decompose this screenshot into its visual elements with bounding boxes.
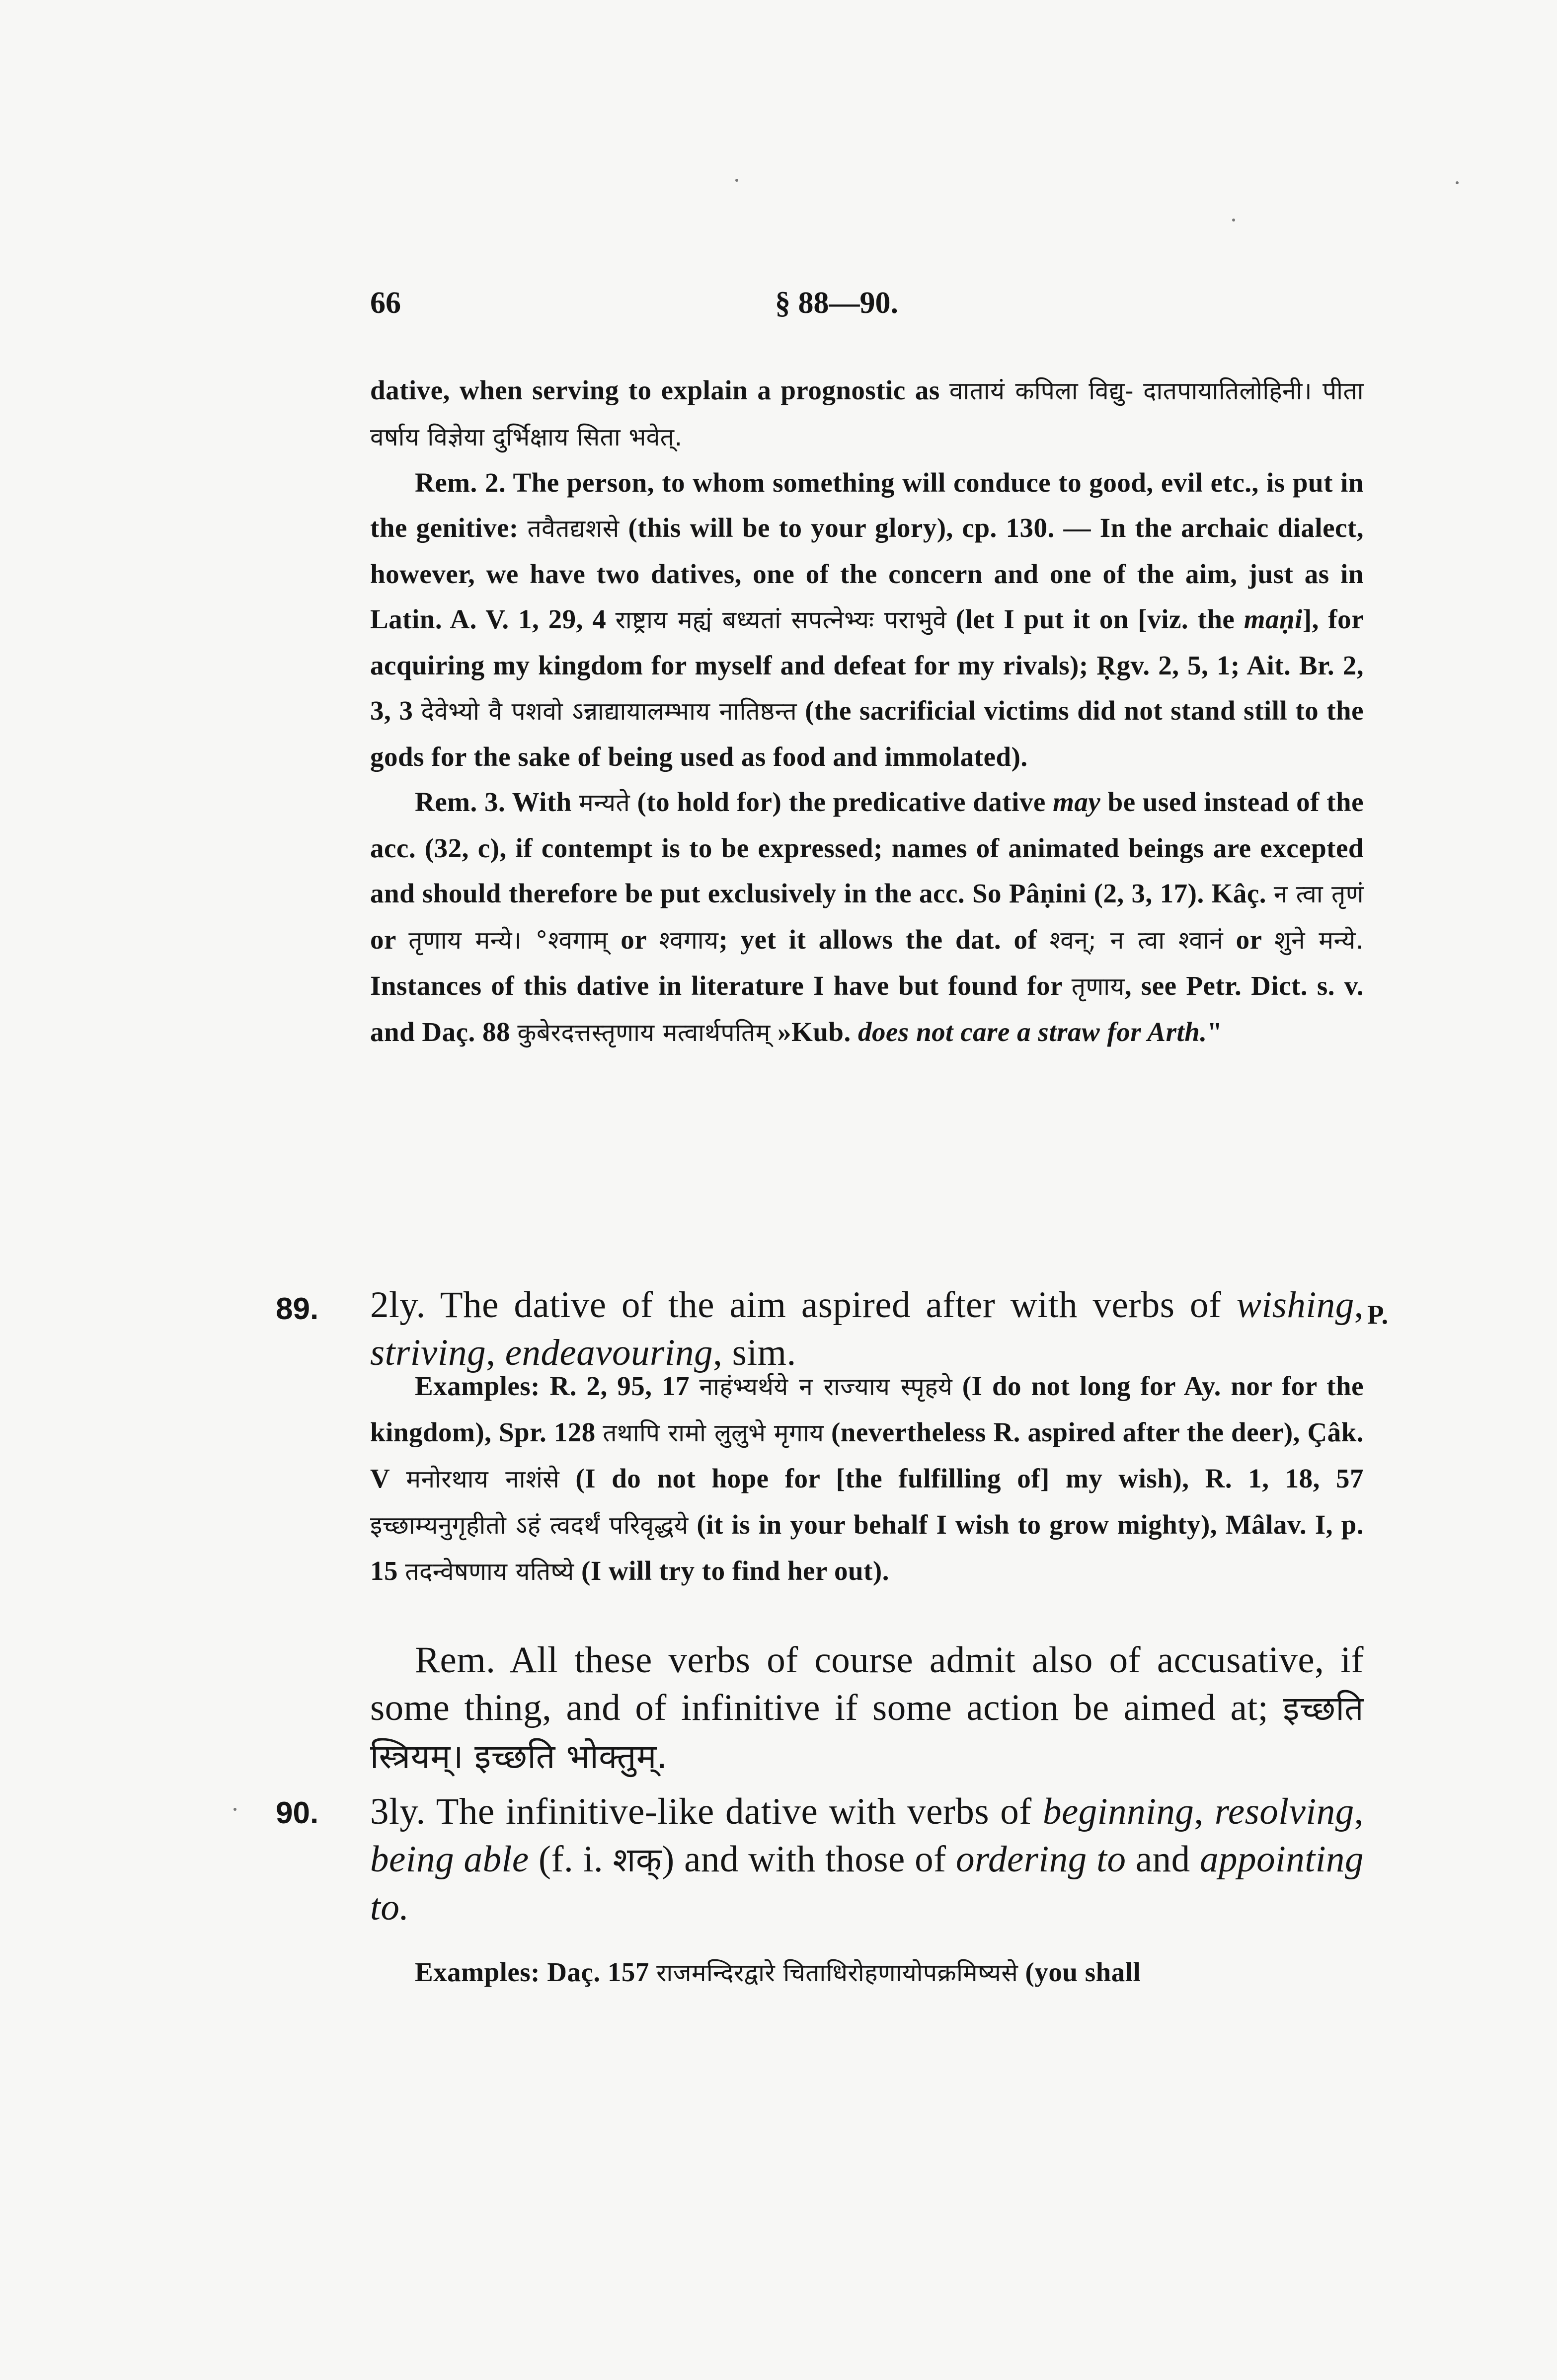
rule-89-text: 2ly. The dative of the aim aspired after with verbs of wishing, striving, endeavouring, sim. (370, 1284, 1364, 1373)
section-number-90: 90. (276, 1796, 319, 1830)
section-number-89: 89. (276, 1292, 319, 1326)
paragraph-rem-3: Rem. 3. With मन्यते (to hold for) the predicative dative may be used instead of the acc. (32, c), if contempt is to be expressed; names of animated beings are excepted and should therefore be put exclusively in the acc. So Pâṇini (2, 3, 17). Kâç. न त्वा तृणं or तृणाय मन्ये। °श्वगाम् or श्वगाय; yet it allows the dat. of श्वन्; न त्वा श्वानं or शुने मन्ये. Instances of this dative in literature I have but found for तृणाय, see Petr. Dict. s. v. and Daç. 88 कुबेरदत्तस्तृणाय मत्वार्थपतिम् »Kub. does not care a straw for Arth." (370, 787, 1364, 1047)
paragraph-rem-2: Rem. 2. The person, to whom something will conduce to good, evil etc., is put in the genitive: तवैतद्यशसे (this will be to your glory), cp. 130. — In the archaic dialect, however, we have two datives, one of the concern and one of the aim, just as in Latin. A. V. 1, 29, 4 राष्ट्राय मह्यं बध्यतां सपत्नेभ्यः पराभुवे (let I put it on [viz. the maṇi], for acquiring my kingdom for myself and defeat for my rivals); Ṛgv. 2, 5, 1; Ait. Br. 2, 3, 3 देवेभ्यो वै पशवो ऽन्नाद्यायालम्भाय नातिष्ठन्त (the sacrificial victims did not stand still to the gods for the sake of being used as food and immolated). (370, 467, 1364, 772)
examples-89: Examples: R. 2, 95, 17 नाहंभ्यर्थये न राज्याय स्पृहये (I do not long for Ay. nor for the kingdom), Spr. 128 तथापि रामो लुलुभे मृगाय (nevertheless R. aspired after the deer), Çâk. V मनोरथाय नाशंसे (I do not hope for [the fulfilling of] my wish), R. 1, 18, 57 इच्छाम्यनुगृहीतो ऽहं त्वदर्थं परिवृद्धये (it is in your behalf I wish to grow mighty), Mâlav. I, p. 15 तदन्वेषणाय यतिष्ये (I will try to find her out). (370, 1371, 1364, 1586)
examples-90: Examples: Daç. 157 राजमन्दिरद्वारे चिताधिरोहणायोपक्रमिष्यसे (you shall (415, 1957, 1141, 1987)
page-header (370, 286, 1264, 325)
page-number: 66 (370, 286, 401, 320)
scan-speck (735, 179, 738, 182)
remark-accusative: Rem. All these verbs of course admit also of accusative, if some thing, and of infinitive if some action be aimed at; इच्छति स्त्रियम्। इच्छति भोक्तुम्. (370, 1639, 1364, 1776)
section-range: § 88—90. (775, 286, 898, 320)
small-print-block (370, 368, 1364, 1055)
scan-speck (1456, 181, 1459, 184)
rule-90-text: 3ly. The infinitive-like dative with verbs of beginning, resolving, being able (f. i. शक्) and with those of ordering to and appointing to. (370, 1791, 1364, 1928)
paragraph-dative-prognostic: dative, when serving to explain a prognostic as वातायं कपिला विद्यु- दातपायातिलोहिनी। पीता वर्षाय विज्ञेया दुर्भिक्षाय सिता भवेत्. (370, 375, 1364, 451)
scan-speck (234, 1808, 236, 1811)
scan-speck (1232, 219, 1235, 222)
margin-mark-p: P. (1367, 1299, 1389, 1330)
